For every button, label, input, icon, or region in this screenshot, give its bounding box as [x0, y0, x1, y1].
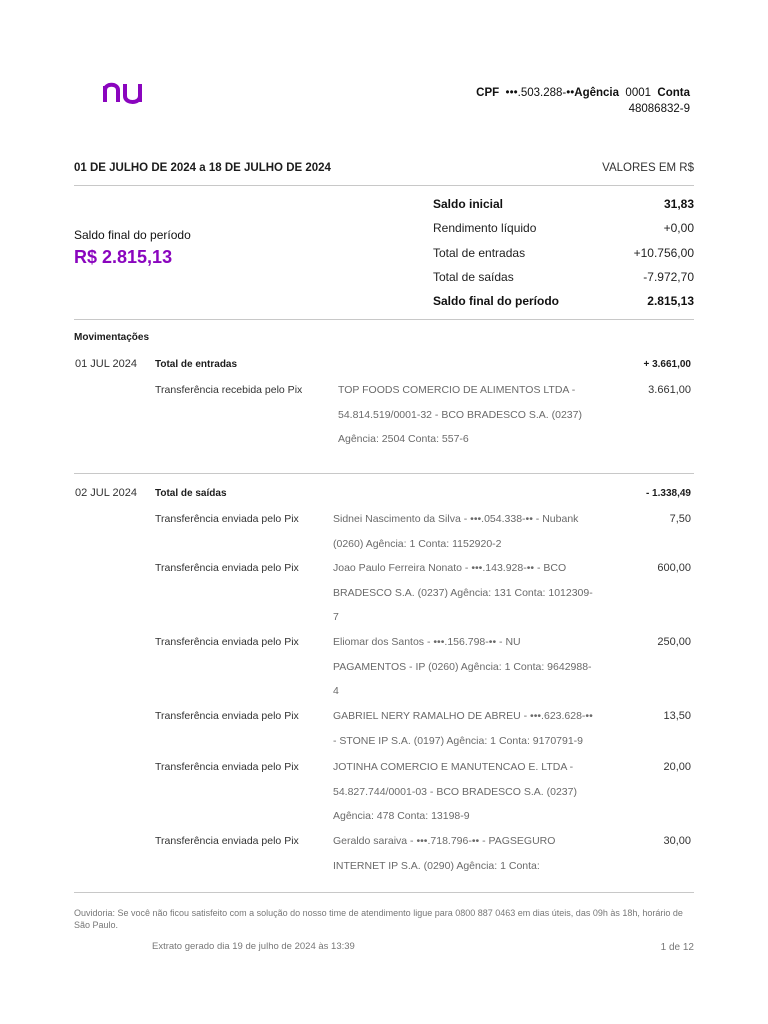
cpf-label: CPF: [476, 87, 500, 99]
summary-label: Saldo final do período: [433, 294, 559, 308]
transaction-counterparty: Eliomar dos Santos - •••.156.798-•• - NU PAGAMENTOS - IP (0260) Agência: 1 Conta: 9642988-4: [333, 636, 592, 697]
transaction-amount: 250,00: [657, 636, 691, 648]
divider: [74, 473, 694, 474]
final-balance-label: Saldo final do período: [74, 228, 191, 242]
movement-total-label: Total de entradas: [155, 359, 238, 370]
divider: [74, 892, 694, 893]
transaction-counterparty: TOP FOODS COMERCIO DE ALIMENTOS LTDA - 54.814.519/0001-32 - BCO BRADESCO S.A. (0237) Agência: 2504 Conta: 557-6: [338, 384, 582, 445]
nubank-logo: [103, 78, 149, 106]
movement-date: 01 JUL 2024: [75, 358, 137, 370]
movement-total-value: - 1.338,49: [645, 488, 691, 499]
movement-total-value: + 3.661,00: [643, 359, 691, 370]
page-number: 1 de 12: [660, 942, 694, 953]
transaction-amount: 3.661,00: [648, 384, 691, 396]
summary-label: Total de saídas: [433, 270, 514, 284]
transaction-counterparty: GABRIEL NERY RAMALHO DE ABREU - •••.623.628-•• - STONE IP S.A. (0197) Agência: 1 Conta: 9170791-9: [333, 710, 593, 747]
conta-label: Conta: [657, 87, 690, 99]
statement-period: 01 DE JULHO DE 2024 a 18 DE JULHO DE 2024: [74, 162, 331, 174]
summary-row: [433, 221, 694, 235]
movement-date: 02 JUL 2024: [75, 487, 137, 499]
transaction-counterparty: JOTINHA COMERCIO E MANUTENCAO E. LTDA - 54.827.744/0001-03 - BCO BRADESCO S.A. (0237) Agência: 478 Conta: 13198-9: [333, 761, 577, 822]
conta-value: 48086832-9: [628, 103, 690, 115]
summary-value: 31,83: [663, 197, 694, 211]
transaction-description: Transferência enviada pelo Pix: [155, 835, 299, 847]
currency-label: VALORES EM R$: [602, 162, 694, 174]
summary-row: [433, 270, 694, 284]
summary-value: +10.756,00: [633, 246, 694, 260]
transaction-counterparty: Joao Paulo Ferreira Nonato - •••.143.928-•• - BCO BRADESCO S.A. (0237) Agência: 131 Conta: 1012309-7: [333, 562, 593, 623]
agencia-value: 0001: [625, 87, 652, 99]
ouvidoria-note: Ouvidoria: Se você não ficou satisfeito com a solução do nosso time de atendimento ligue para 0800 887 0463 em dias úteis, das 09h às 18h, horário de São Paulo.: [74, 908, 683, 930]
summary-value: -7.972,70: [643, 270, 694, 284]
account-info: [476, 85, 690, 117]
movements-title: Movimentações: [74, 332, 150, 343]
movement-total-label: Total de saídas: [155, 488, 227, 499]
transaction-description: Transferência enviada pelo Pix: [155, 761, 299, 773]
summary-row: [433, 246, 694, 260]
transaction-amount: 20,00: [663, 761, 691, 773]
summary-label: Rendimento líquido: [433, 221, 537, 235]
divider: [74, 185, 694, 186]
final-balance-value: R$ 2.815,13: [74, 247, 173, 267]
transaction-amount: 13,50: [663, 710, 691, 722]
generated-at: Extrato gerado dia 19 de julho de 2024 às 13:39: [152, 941, 355, 952]
transaction-amount: 30,00: [663, 835, 691, 847]
transaction-counterparty: Geraldo saraiva - •••.718.796-•• - PAGSEGURO INTERNET IP S.A. (0290) Agência: 1 Conta:: [333, 835, 556, 872]
agencia-label: Agência: [574, 87, 620, 99]
summary-row: [433, 294, 694, 308]
summary-label: Saldo inicial: [433, 197, 504, 211]
transaction-description: Transferência enviada pelo Pix: [155, 562, 299, 574]
cpf-value: •••.503.288-••: [505, 87, 575, 99]
summary-value: 2.815,13: [647, 294, 694, 308]
transaction-amount: 7,50: [669, 513, 691, 525]
summary-value: +0,00: [663, 221, 694, 235]
divider: [74, 319, 694, 320]
summary-row: [433, 197, 694, 211]
transaction-description: Transferência enviada pelo Pix: [155, 513, 299, 525]
transaction-counterparty: Sidnei Nascimento da Silva - •••.054.338-•• - Nubank (0260) Agência: 1 Conta: 1152920-2: [333, 513, 579, 550]
summary-label: Total de entradas: [433, 246, 526, 260]
transaction-description: Transferência enviada pelo Pix: [155, 636, 299, 648]
transaction-description: Transferência recebida pelo Pix: [155, 384, 303, 396]
transaction-amount: 600,00: [657, 562, 691, 574]
transaction-description: Transferência enviada pelo Pix: [155, 710, 299, 722]
